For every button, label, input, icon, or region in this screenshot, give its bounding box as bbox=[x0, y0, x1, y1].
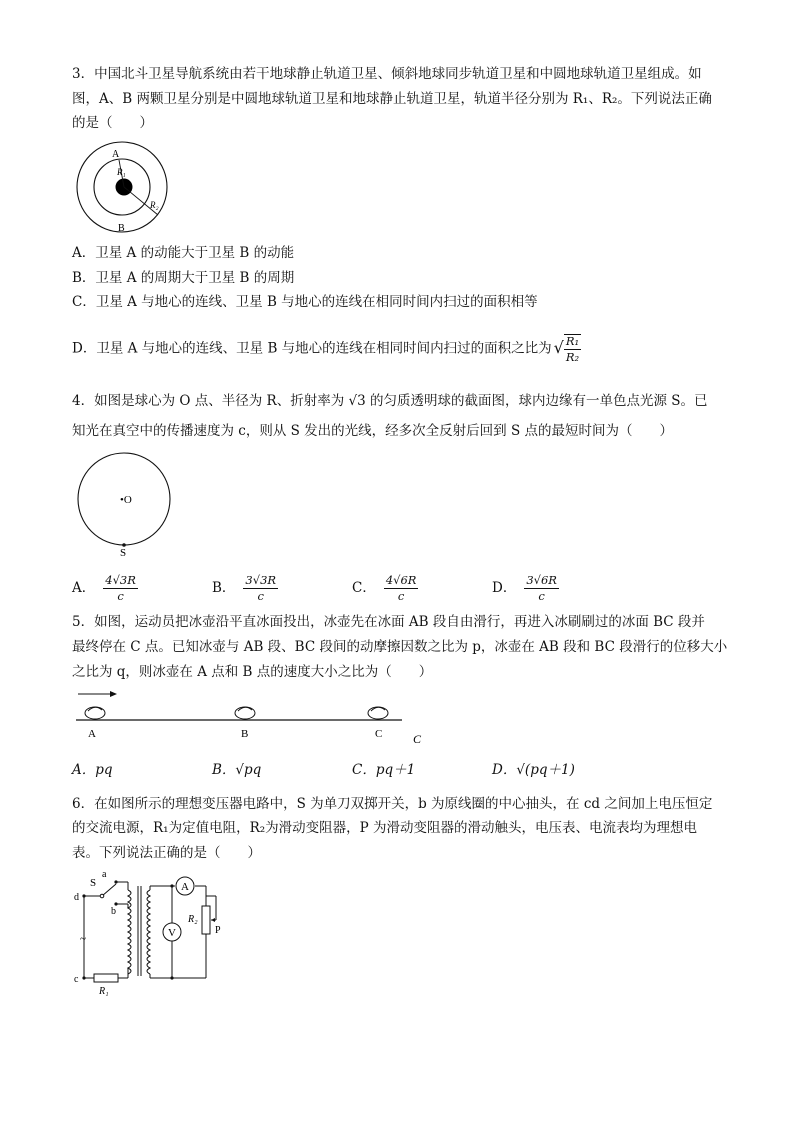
q5-option-c: C．pq＋1 bbox=[352, 762, 416, 778]
q6-label-r1: R₁ bbox=[99, 986, 109, 997]
curling-stone-b bbox=[235, 707, 255, 719]
q5-label-c-italic: C bbox=[413, 732, 422, 746]
q5-option-d: D．√(pq＋1) bbox=[492, 762, 575, 778]
arrow-head-icon bbox=[110, 691, 117, 697]
q3-label-a: A bbox=[112, 149, 120, 160]
resistor-r1 bbox=[94, 974, 118, 982]
q6-label-b: b bbox=[111, 906, 116, 917]
q3-orbit-figure bbox=[72, 138, 182, 238]
q6-label-s: S bbox=[90, 877, 97, 889]
q6-label-ac-source: ~ bbox=[80, 933, 86, 945]
q6-label-p: P bbox=[215, 925, 221, 936]
q3-stem-line-3: 的是（ ） bbox=[72, 115, 153, 131]
q3-option-b: B．卫星 A 的周期大于卫星 B 的周期 bbox=[72, 270, 295, 286]
q4-stem-line-2: 知光在真空中的传播速度为 c，则从 S 发出的光线，经多次全反射后回到 S 点的最短时间为（ ） bbox=[72, 423, 674, 439]
primary-coil bbox=[128, 890, 131, 974]
q6-label-r2: R₂ bbox=[188, 914, 198, 925]
q5-label-b: B bbox=[241, 728, 249, 740]
q5-option-b: B．√pq bbox=[212, 762, 262, 778]
q3-stem-line-1: 3．中国北斗卫星导航系统由若干地球静止轨道卫星、倾斜地球同步轨道卫星和中圆地球轨道卫星组成。如 bbox=[72, 66, 702, 82]
rheostat-r2[interactable] bbox=[202, 906, 210, 934]
q3-option-d-fraction: $\frac{\text{R₁}}{\text{R₂}}$ bbox=[565, 334, 580, 364]
ammeter-label: A bbox=[181, 881, 189, 893]
q6-label-a: a bbox=[102, 869, 107, 880]
curling-stone-c bbox=[368, 707, 388, 719]
q4-option-d: D． $\frac{3√6R}{c}$ bbox=[492, 573, 557, 603]
q5-stem-line-3: 之比为 q，则冰壶在 A 点和 B 点的速度大小之比为（ ） bbox=[72, 664, 433, 680]
q4-stem-line-1: 4．如图是球心为 O 点、半径为 R、折射率为 √3 的匀质透明球的截面图，球内边缘有一单色点光源 S。已 bbox=[72, 393, 708, 409]
q3-option-d-text: D．卫星 A 与地心的连线、卫星 B 与地心的连线在相同时间内扫过的面积之比为 bbox=[72, 340, 552, 357]
voltmeter-label: V bbox=[168, 927, 176, 939]
curling-stone-a bbox=[85, 707, 105, 719]
q3-label-b: B bbox=[118, 223, 125, 234]
q5-label-c: C bbox=[375, 728, 383, 740]
q5-label-a: A bbox=[88, 728, 96, 740]
q4-option-c: C． $\frac{4√6R}{c}$ bbox=[352, 573, 417, 603]
switch-s[interactable] bbox=[102, 884, 116, 896]
q6-transformer-circuit bbox=[72, 868, 252, 1000]
q4-label-s: S bbox=[120, 547, 127, 559]
q4-option-b: B． $\frac{3√3R}{c}$ bbox=[212, 573, 277, 603]
q6-stem-line-1: 6．在如图所示的理想变压器电路中，S 为单刀双掷开关，b 为原线圈的中心抽头，在 cd 之间加上电压恒定 bbox=[72, 796, 713, 812]
q4-sphere-figure bbox=[72, 452, 182, 560]
q4-label-o: •O bbox=[120, 494, 132, 506]
q6-stem-line-2: 的交流电源，R₁为定值电阻，R₂为滑动变阻器，P 为滑动变阻器的滑动触头，电压表、电流表均为理想电 bbox=[72, 820, 698, 836]
q5-option-a: A．pq bbox=[72, 762, 113, 778]
q3-label-r2: R₂ bbox=[150, 200, 159, 210]
slider-p-icon bbox=[211, 918, 215, 922]
q6-label-c: c bbox=[74, 974, 79, 985]
q3-option-d: D．卫星 A 与地心的连线、卫星 B 与地心的连线在相同时间内扫过的面积之比为 √ $\frac{\text{R₁}}{\text{R₂}}$ bbox=[72, 334, 580, 364]
q3-option-c: C．卫星 A 与地心的连线、卫星 B 与地心的连线在相同时间内扫过的面积相等 bbox=[72, 294, 538, 310]
q5-curling-figure bbox=[72, 688, 432, 746]
q5-stem-line-2: 最终停在 C 点。已知冰壶与 AB 段、BC 段间的动摩擦因数之比为 p，冰壶在 AB 段和 BC 段滑行的位移大小 bbox=[72, 639, 728, 655]
q3-stem-line-2: 图，A、B 两颗卫星分别是中圆地球轨道卫星和地球静止轨道卫星，轨道半径分别为 R₁、R₂。下列说法正确 bbox=[72, 91, 712, 107]
q5-stem-line-1: 5．如图，运动员把冰壶沿平直冰面投出，冰壶先在冰面 AB 段自由滑行，再进入冰刷刷过的冰面 BC 段并 bbox=[72, 614, 705, 630]
secondary-coil bbox=[147, 890, 150, 974]
q3-option-a: A．卫星 A 的动能大于卫星 B 的动能 bbox=[72, 245, 295, 261]
q6-label-d: d bbox=[74, 892, 79, 903]
q6-stem-line-3: 表。下列说法正确的是（ ） bbox=[72, 845, 261, 861]
q3-label-r1: R₁ bbox=[117, 167, 126, 177]
q4-option-a: A． $\frac{4√3R}{c}$ bbox=[72, 573, 136, 603]
